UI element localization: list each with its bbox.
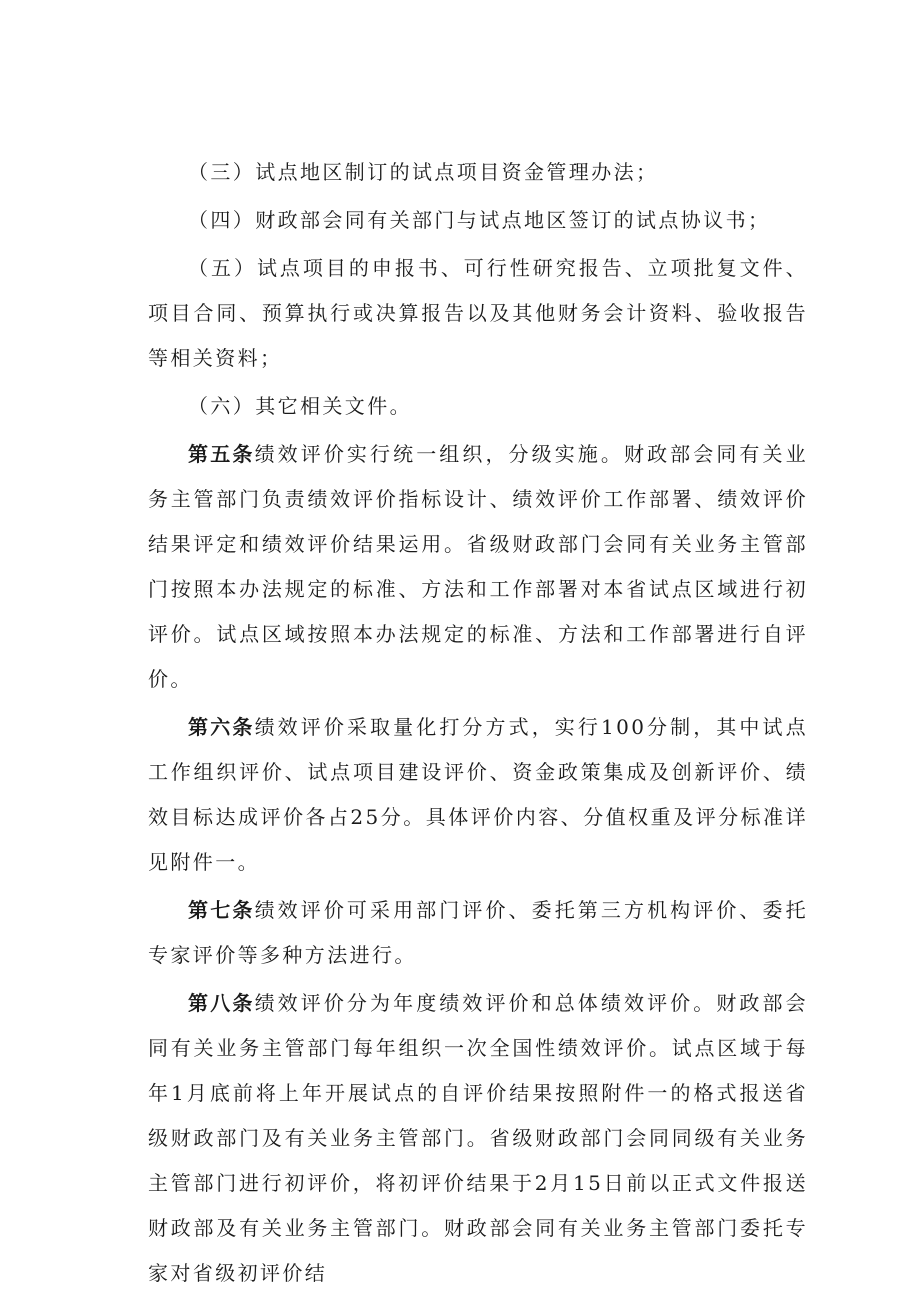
article-7 [148, 888, 808, 978]
clause-text: （五）试点项目的申报书、可行性研究报告、立项批复文件、项目合同、预算执行或决算报告以及其他财务会计资料、验收报告等相关资料； [148, 256, 808, 370]
clause-item-4 [148, 198, 808, 243]
article-5 [148, 432, 808, 702]
article-heading: 第五条 [188, 442, 255, 466]
article-8 [148, 981, 808, 1296]
article-6 [148, 705, 808, 885]
article-text: 绩效评价实行统一组织，分级实施。财政部会同有关业务主管部门负责绩效评价指标设计、绩效评价工作部署、绩效评价结果评定和绩效评价结果运用。省级财政部门会同有关业务主管部门按照本办法规定的标准、方法和工作部署对本省试点区域进行初评价。试点区域按照本办法规定的标准、方法和工作部署进行自评价。 [148, 442, 809, 691]
article-text: 绩效评价可采用部门评价、委托第三方机构评价、委托专家评价等多种方法进行。 [148, 898, 809, 967]
article-text: 绩效评价分为年度绩效评价和总体绩效评价。财政部会同有关业务主管部门每年组织一次全国性绩效评价。试点区域于每年1月底前将上年开展试点的自评价结果按照附件一的格式报送省级财政部门及有关业务主管部门。省级财政部门会同同级有关业务主管部门进行初评价，将初评价结果于2月15日前以正式文件报送财政部及有关业务主管部门。财政部会同有关业务主管部门委托专家对省级初评价结 [148, 991, 809, 1285]
document-body [148, 150, 808, 1296]
article-heading: 第八条 [188, 991, 255, 1015]
clause-item-6 [148, 384, 808, 429]
clause-text: （四）财政部会同有关部门与试点地区签订的试点协议书； [188, 208, 771, 232]
article-text: 绩效评价采取量化打分方式，实行100分制，其中试点工作组织评价、试点项目建设评价、资金政策集成及创新评价、绩效目标达成评价各占25分。具体评价内容、分值权重及评分标准详见附件一。 [148, 715, 808, 874]
article-heading: 第六条 [188, 715, 255, 739]
clause-text: （三）试点地区制订的试点项目资金管理办法； [188, 160, 659, 184]
clause-item-3 [148, 150, 808, 195]
clause-text: （六）其它相关文件。 [188, 394, 412, 418]
article-heading: 第七条 [188, 898, 255, 922]
clause-item-5 [148, 246, 808, 381]
